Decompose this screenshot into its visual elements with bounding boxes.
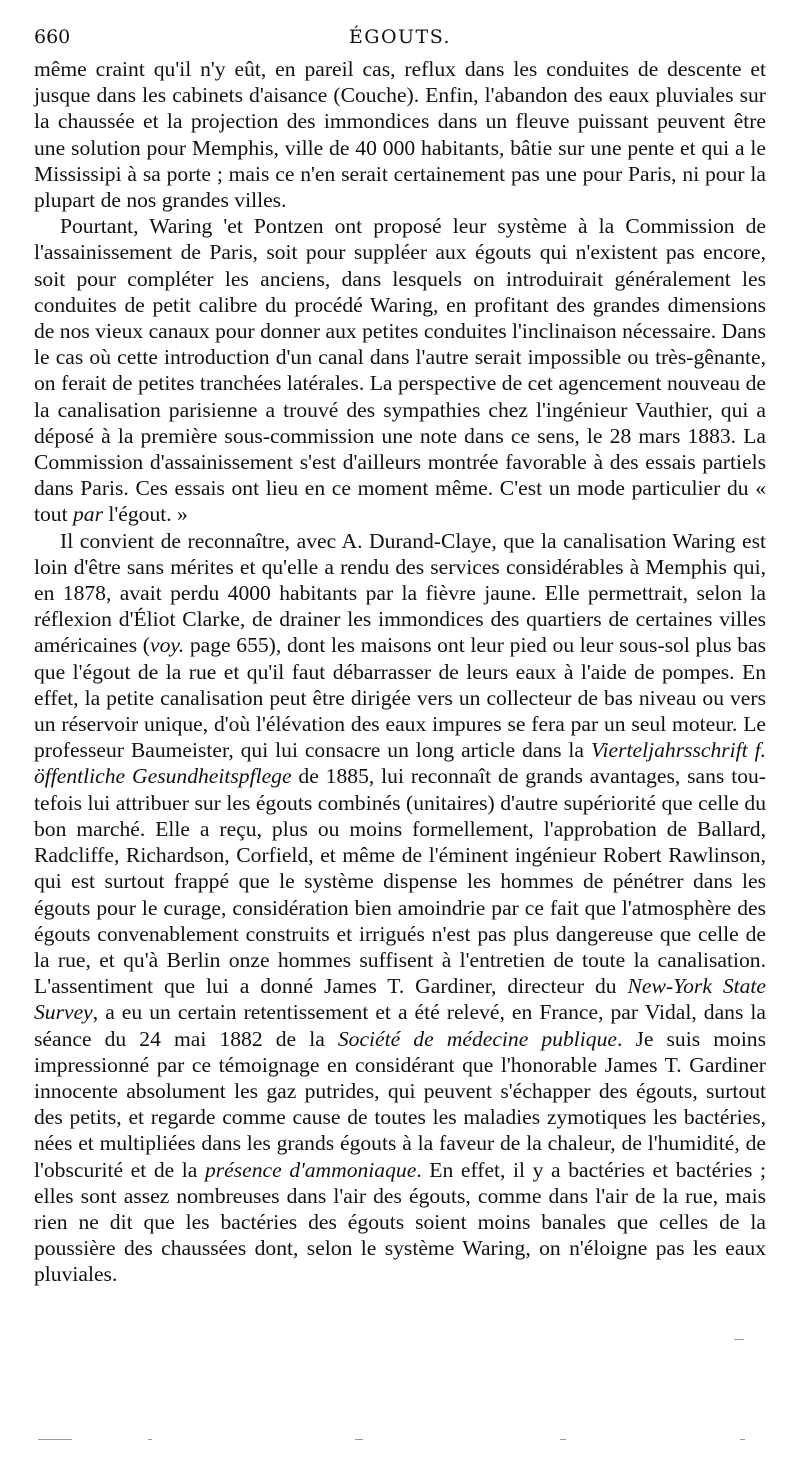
- body-text: [34, 56, 766, 1288]
- scan-mark: [355, 1439, 363, 1440]
- text-run: l'égout. »: [103, 502, 188, 527]
- scan-mark: [560, 1439, 566, 1440]
- italic-text: Vierteljahrsschrift f. öffentliche Gesundheitspflege: [34, 738, 766, 789]
- text-run: Pourtant, Waring 'et Pontzen ont proposé leur système à la Commission de l'assainissement de Paris, soit pour suppléer aux égouts qui n'existent pas encore, soit pour compléter les anciens, dans lesquels on introduirait généralement les conduites de petit calibre du procédé Waring, en profitant des grandes dimensions de nos vieux canaux pour donner aux petites conduites l'inclinaison nécessaire. Dans le cas où cette introduction d'un canal dans l'autre serait impossible ou très-gênante, on ferait de petites tranchées latérales. La perspective de cet agencement nouveau de la canalisation parisienne a trouvé des sympathies chez l'ingénieur Vauthier, qui a déposé à la première sous-commission une note dans ce sens, le 28 mars 1883. La Commission d'assainissement s'est d'ailleurs montrée favorable à des essais partiels dans Paris. Ces essais ont lieu en ce moment même. C'est un mode particulier du « tout: [34, 214, 766, 527]
- paragraph: [34, 56, 766, 213]
- italic-text: par: [73, 502, 103, 527]
- scan-mark: [734, 1339, 744, 1340]
- italic-text: Société de médecine publique: [337, 1026, 617, 1051]
- italic-text: présence d'ammoniaque: [204, 1157, 417, 1182]
- running-title: ÉGOUTS.: [348, 26, 452, 48]
- paragraph: [34, 528, 766, 1288]
- scan-mark: [740, 1439, 745, 1440]
- footer-scan-marks: [34, 1436, 766, 1444]
- running-head: [34, 26, 766, 56]
- text-run: page 655), dont les maisons ont leur pied ou leur sous-sol plus bas que l'égout de la rue et qu'il faut débarrasser de leurs eaux à l'aide de pompes. En effet, la petite canalisation peut être dirigée vers un collecteur de bas niveau ou vers un réservoir unique, d'où l'élévation des eaux impures se fera par un seul moteur. Le professeur Baumeister, qui lui consacre un long article dans la: [34, 633, 766, 763]
- italic-text: voy.: [149, 633, 185, 658]
- text-run: . Je suis moins impressionné par ce témoignage en considérant que l'honorable James T. Gardiner innocente absolument les gaz putrides, qui peuvent s'échapper des égouts, surtout des petits, et regarde comme cause de toutes les maladies zymotiques les bactéries, nées et multipliées dans les grands égouts à la faveur de la chaleur, de l'humidité, de l'obscurité et de la: [34, 1026, 767, 1182]
- document-page: [34, 26, 766, 1288]
- text-run: de 1885, lui reconnaît de grands avantages, sans toutefois lui attribuer sur les égouts combinés (unitaires) d'autre supériorité que celle du bon marché. Elle a reçu, plus ou moins formellement, l'approbation de Ballard, Radcliffe, Richardson, Corfield, et même de l'éminent ingénieur Robert Rawlinson, qui est surtout frappé que le système dispense les hommes de pénétrer dans les égouts pour le curage, considération bien amoindrie par ce fait que l'atmosphère des égouts convenablement construits et irrigués n'est pas plus dangereuse que celle de la rue, et qu'à Berlin onze hommes suffisent à l'entretien de toute la canalisation. L'assentiment que lui a donné James T. Gardiner, directeur du: [34, 764, 766, 999]
- italic-text: New-York State Survey: [34, 974, 767, 1025]
- scan-mark: [148, 1439, 152, 1440]
- text-run: même craint qu'il n'y eût, en pareil cas, reflux dans les conduites de descente et jusque dans les cabinets d'aisance (Couche). Enfin, l'abandon des eaux pluviales sur la chaussée et la projection des immondices dans un fleuve puissant peuvent être une solution pour Memphis, ville de 40 000 habitants, bâtie sur une pente et qui a le Mississipi à sa porte ; mais ce n'en serait certainement pas une pour Paris, ni pour la plupart de nos grandes villes.: [34, 57, 766, 213]
- text-run: . En effet, il y a bactéries et bactéries ; elles sont assez nombreuses dans l'air des égouts, comme dans l'air de la rue, mais rien ne dit que les bactéries des égouts soient moins banales que celles de la poussière des chaussées dont, selon le système Waring, on n'éloigne pas les eaux pluviales.: [34, 1157, 767, 1287]
- text-run: Il convient de reconnaître, avec A. Durand-Claye, que la canalisation Waring est loin d'être sans mérites et qu'elle a rendu des services considérables à Memphis qui, en 1878, avait perdu 4000 habitants par la fièvre jaune. Elle permettrait, selon la réflexion d'Éliot Clarke, de drainer les immondices des quartiers de certaines villes américaines (: [34, 528, 766, 658]
- paragraph: [34, 213, 766, 527]
- page-number: 660: [34, 26, 71, 48]
- text-run: , a eu un certain retentissement et a été relevé, en France, par Vidal, dans la séance du 24 mai 1882 de la: [34, 1000, 766, 1051]
- scan-mark: [38, 1439, 72, 1440]
